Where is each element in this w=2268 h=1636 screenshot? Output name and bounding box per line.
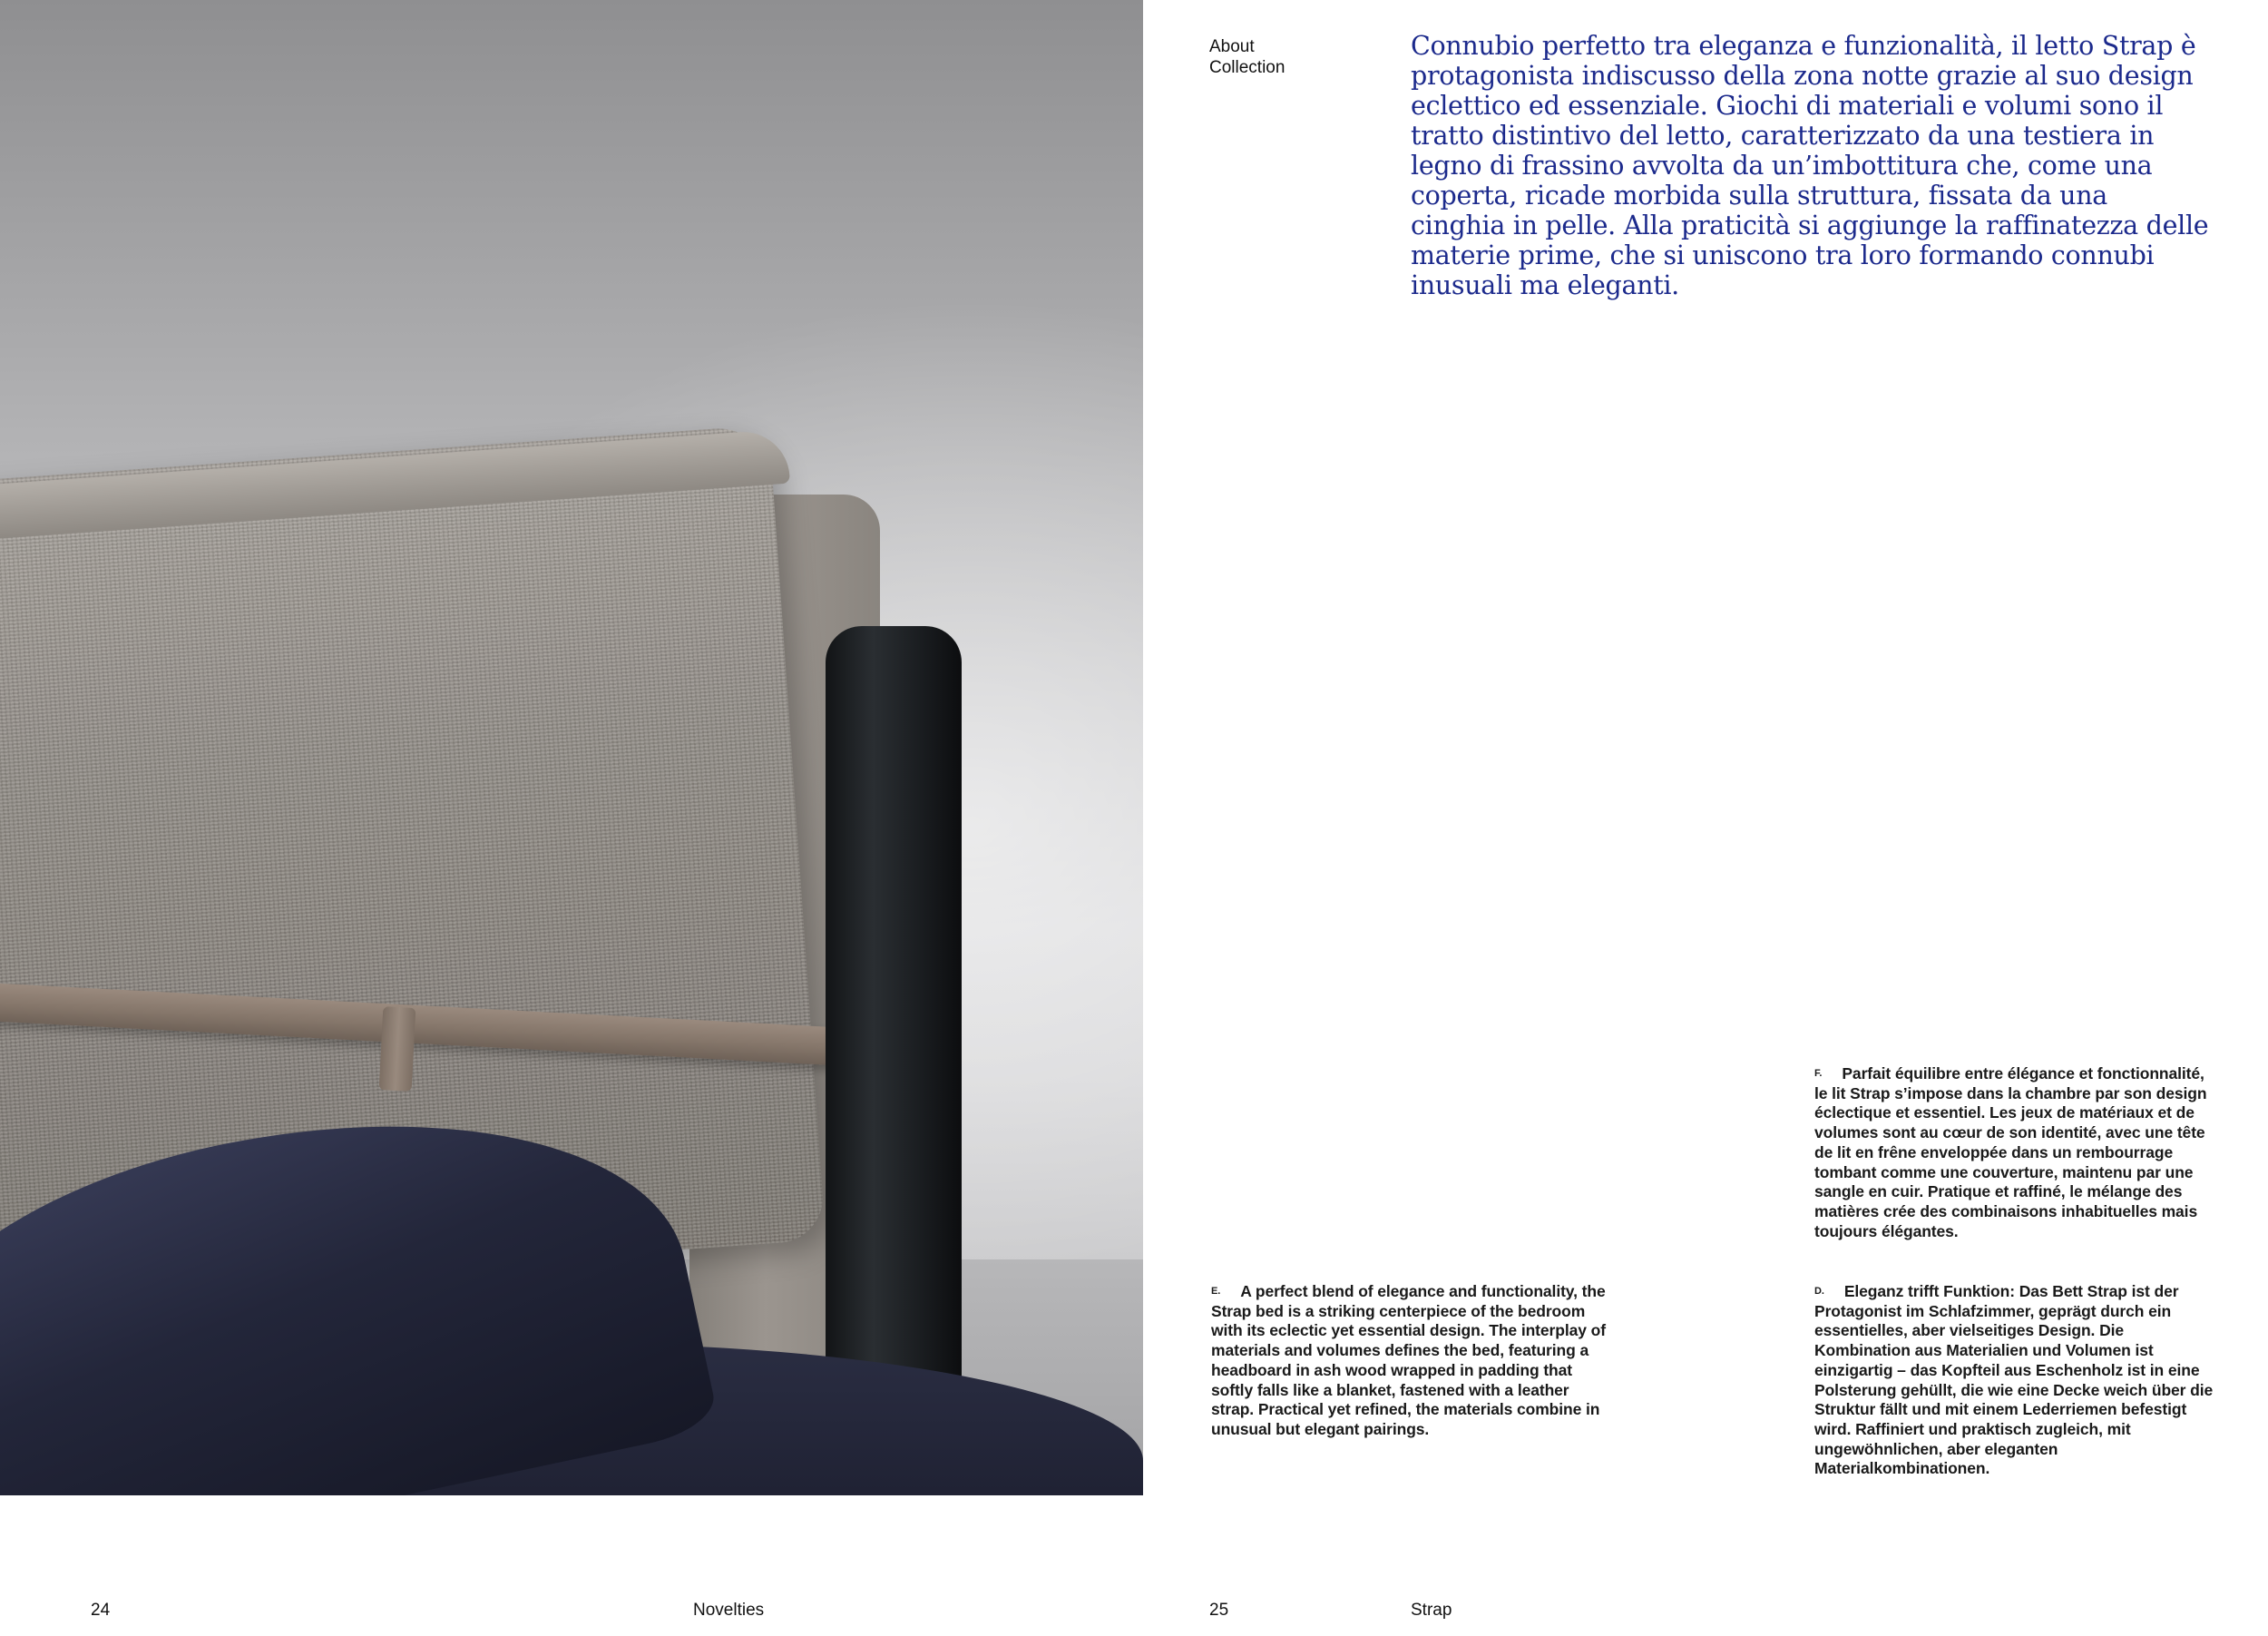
english-text-block <box>1211 1282 1610 1440</box>
language-marker-fr: F. <box>1814 1068 1823 1079</box>
page-number-right: 25 <box>1209 1601 1229 1620</box>
strap-loop <box>379 1006 416 1092</box>
section-name-left: Novelties <box>693 1601 765 1620</box>
tag-line-about: About <box>1209 37 1255 56</box>
lead-paragraph-italian: Connubio perfetto tra eleganza e funzionalità, il letto Strap è protagonista indiscusso della zona notte grazie al suo design eclettico ed essenziale. Giochi di materiali e volumi sono il tratto distintivo del letto, caratterizzato da una testiera in legno di frassino avvolta da un’imbottitura che, come una coperta, ricade morbida sulla struttura, fissata da una cinghia in pelle. Alla praticità si aggiunge la raffinatezza delle materie prime, che si uniscono tra loro formando connubi inusuali ma eleganti. <box>1411 31 2209 300</box>
section-tag <box>1209 36 1285 78</box>
language-marker-en: E. <box>1211 1286 1221 1297</box>
section-name-right: Strap <box>1411 1601 1452 1620</box>
product-photo <box>0 0 1143 1495</box>
language-marker-de: D. <box>1814 1286 1824 1297</box>
german-text-block <box>1814 1282 2214 1479</box>
french-body: Parfait équilibre entre élégance et fonctionnalité, le lit Strap s’impose dans la chambre par son design éclectique et essentiel. Les jeux de matériaux et de volumes sont au cœur de son identité, avec une tête de lit en frêne enveloppée dans un rembourrage tombant comme une couverture, maintenu par une sangle en cuir. Pratique et raffiné, le mélange des matières crée des combinaisons inhabituelles mais toujours élégantes. <box>1814 1064 2207 1240</box>
english-body: A perfect blend of elegance and functionality, the Strap bed is a striking centerpiece of the bedroom with its eclectic yet essential design. The interplay of materials and volumes defines the bed, featuring a headboard in ash wood wrapped in padding that softly falls like a blanket, fastened with a leather strap. Practical yet refined, the materials combine in unusual but elegant pairings. <box>1211 1282 1606 1438</box>
german-body: Eleganz trifft Funktion: Das Bett Strap ist der Protagonist im Schlafzimmer, geprägt durch ein essentielles, aber vielseitiges Design. Die Kombination aus Materialien und Volumen ist einzigartig – das Kopfteil aus Eschenholz ist in eine Polsterung gehüllt, die wie eine Decke weich über die Struktur fällt und mit einem Lederriemen befestigt wird. Raffiniert und praktisch zugleich, mit ungewöhnlichen, aber eleganten Materialkombinationen. <box>1814 1282 2214 1478</box>
tag-line-collection: Collection <box>1209 58 1286 77</box>
french-text-block <box>1814 1064 2214 1241</box>
page-number-left: 24 <box>91 1601 111 1620</box>
